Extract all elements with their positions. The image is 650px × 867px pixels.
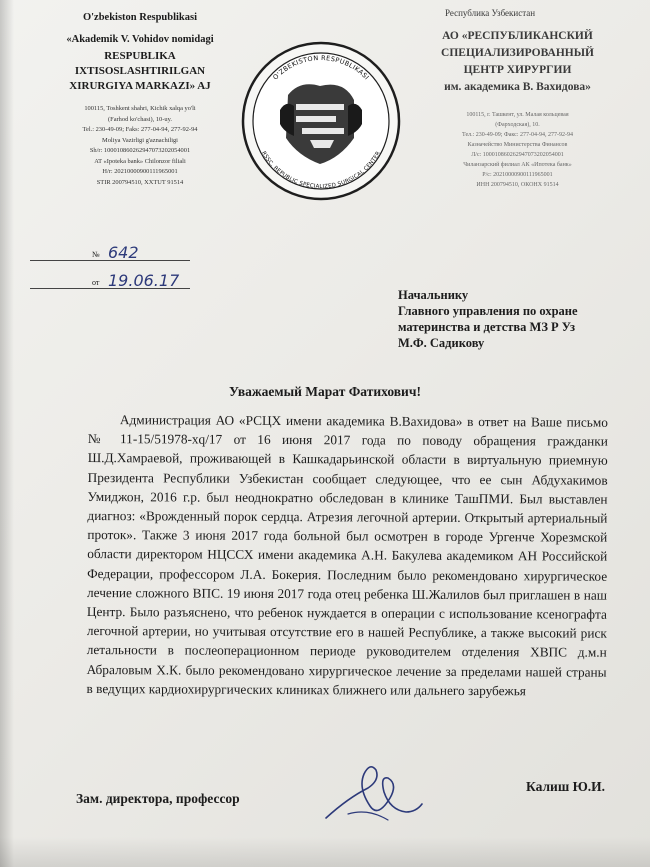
- outgoing-date: 19.06.17: [108, 271, 180, 290]
- letterhead-left-org: [40, 49, 240, 94]
- page-shadow-bottom: [0, 837, 650, 867]
- address-line: 100115, г. Ташкент, ул. Малая кольцевая: [466, 112, 569, 118]
- letterhead-left-country: O'zbekiston Respublikasi: [82, 12, 198, 23]
- addressee-line4: М.Ф. Садикову: [398, 336, 485, 350]
- address-line: (Фарходская), 10.: [495, 122, 540, 128]
- letter-body: Администрация АО «РСЦХ имени академика В.Вахидова» в ответ на Ваше письмо № 11-15/51978-хq/17 от 16 июня 2017 года по поводу обращения гражданки Ш.Д.Хамраевой, проживающей в Кашкадарьинской области в виртуальную приемную Президента Республики Узбекистан сообщает следующее, что ее сын Абдухакимов Умиджон, 2016 г.р. был неоднократно обследован в клинике ТашПМИ. Был выставлен диагноз: «Врожденный порок сердца. Атрезия легочной артерии. Открытый артериальный проток». Также 3 июня 2017 года больной был осмотрен в городе Ургенче Хорезмской области директором НЦССХ имени академика А.Н. Бакулева академиком АН Российской Федерации, профессором Л.А. Бокерия. Последним было рекомендовано хирургическое лечение сложного ВПС. 19 июня 2017 года отец ребенка Ш.Жалилов был приглашен в наш Центр. Было разъяснено, что ребенок нуждается в операции с использование ксенографта легочной артерии, но учитывая отсутствие его в нашей Республике, а также высокий риск летальности в послеоперационном периоде руководителем отделения ХВПС д.м.н Абраловым Х.К. было рекомендовано хирургическое лечение за пределами нашей страны в ведущих кардиохирургических клиниках ближнего или дальнего зарубежья: [86, 412, 608, 699]
- address-line: Moliya Vazirligi g'aznachiligi: [102, 136, 178, 144]
- center-logo: [240, 40, 402, 202]
- letterhead-left-org-line2: IXTISOSLASHTIRILGAN: [74, 65, 206, 77]
- signatory-name: Калиш Ю.И.: [526, 779, 606, 794]
- letterhead-right-address: [405, 110, 630, 190]
- outgoing-number: 642: [108, 243, 139, 262]
- address-line: ИНН 200794510, ОКОНХ 91514: [476, 182, 559, 188]
- letterhead-right: [405, 8, 630, 190]
- addressee-line1: Начальнику: [398, 288, 469, 302]
- letterhead-right-country: Республика Узбекистан: [445, 8, 536, 18]
- letterhead-left-org-line1: RESPUBLIKA: [104, 50, 176, 62]
- letterhead-right-org-line4: им. академика В. Вахидова»: [444, 81, 591, 93]
- letterhead-right-org: [405, 28, 630, 96]
- addressee-line2: Главного управления по охране: [398, 304, 578, 318]
- letterhead-left-named-after: «Akademik V. Vohidov nomidagi: [66, 34, 214, 45]
- address-line: (Farhod ko'chasi), 10-uy.: [108, 115, 172, 123]
- letterhead-left: [40, 12, 240, 188]
- salutation: Уважаемый Марат Фатихович!: [229, 384, 421, 399]
- outgoing-date-prefix: от: [92, 278, 100, 287]
- page-shadow-left: [0, 0, 14, 867]
- address-line: Тел.: 230-49-09; Факс: 277-04-94, 277-92-94: [462, 132, 573, 138]
- address-line: Р/с: 20210000900111965001: [482, 172, 553, 178]
- address-line: Sh/r: 100010860262947073202054001: [89, 147, 191, 154]
- address-line: 100115, Toshkent shahri, Kichik xalqa yo'li: [84, 105, 196, 112]
- address-line: Казначейство Министерства Финансов: [467, 142, 568, 148]
- address-line: H/r: 20210000900111965001: [102, 168, 178, 175]
- logo-top-text: O'ZBEKISTON RESPUBLIKASI: [271, 53, 371, 82]
- outgoing-date-line: [30, 268, 190, 289]
- address-line: Л/с: 100010860262947073202054001: [471, 152, 564, 158]
- outgoing-number-line: [30, 240, 190, 261]
- address-line: AT «Ipoteka bank» Chilonzor filiali: [94, 157, 186, 165]
- address-line: STIR 200794510, XXTUT 91514: [96, 178, 184, 186]
- letterhead-left-org-line3: XIRURGIYA MARKAZI» AJ: [69, 80, 211, 92]
- addressee-line3: материнства и детства МЗ Р Уз: [398, 320, 575, 334]
- signatory-title: Зам. директора, профессор: [76, 791, 240, 806]
- letterhead-left-address: [40, 104, 240, 188]
- letterhead-right-org-line2: СПЕЦИАЛИЗИРОВАННЫЙ: [441, 47, 594, 59]
- logo-ring-text: RSSC, REPUBLIC SPECIALIZED SURGICAL CENTER: [260, 150, 382, 191]
- address-line: Чиланзарский филиал АК «Ипотека банк»: [463, 162, 572, 168]
- handwritten-signature: [318, 758, 428, 828]
- address-line: Tel.: 230-49-09; Faks: 277-04-94, 277-92-94: [82, 126, 198, 133]
- letterhead-right-org-line3: ЦЕНТР ХИРУРГИИ: [463, 64, 572, 76]
- addressee-block: [398, 287, 578, 351]
- letterhead-right-org-line1: АО «РЕСПУБЛИКАНСКИЙ: [442, 30, 593, 42]
- outgoing-number-prefix: №: [92, 250, 100, 259]
